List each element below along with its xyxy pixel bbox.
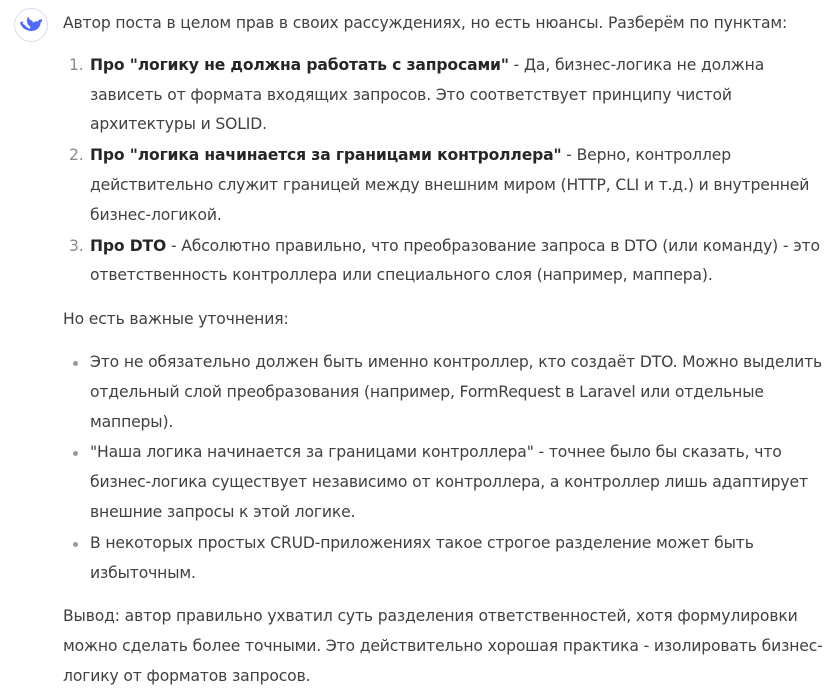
item-title: Про "логика начинается за границами контроллера" [90,146,562,165]
list-item [63,51,823,140]
bullet-dot-icon [73,542,78,547]
list-item [63,529,823,589]
item-title: Про "логику не должна работать с запросами" [90,55,509,74]
list-number: 3. [69,236,84,255]
numbered-list [63,51,823,291]
clipped-next-line [63,630,283,640]
bullet-text: Это не обязательно должен быть именно контроллер, кто создаёт DTO. Можно выделить отдельный слой преобразования (например, FormRequest в Laravel или отдельные мапперы). [90,352,823,431]
conclusion-paragraph: Вывод: автор правильно ухватил суть разделения ответственностей, хотя формулировки можно сделать более точными. Это действительно хорошая практика - изолировать бизнес-логику от форматов запросов. [63,607,823,685]
bullet-dot-icon [73,361,78,366]
clarify-heading: Но есть важные уточнения: [63,310,289,329]
item-title: Про DTO [90,236,167,255]
bullet-text: "Наша логика начинается за границами контроллера" - точнее было бы сказать, что бизнес-логика существует независимо от контроллера, а контроллер лишь адаптирует внешние запросы к этой логике. [90,443,808,521]
message-body [63,9,823,692]
bullet-text: В некоторых простых CRUD-приложениях такое строгое разделение может быть избыточным. [90,533,754,582]
item-text: - Да, бизнес-логика не должна зависеть от формата входящих запросов. Это соответствует принципу чистой архитектуры и SOLID. [90,55,765,134]
bullet-dot-icon [73,451,78,456]
list-number: 2. [69,146,84,165]
bullet-list [63,348,823,588]
list-number: 1. [69,55,84,74]
list-item [63,232,823,292]
item-text: - Верно, контроллер действительно служит границей между внешним миром (HTTP, CLI и т.д.) и внутренней бизнес-логикой. [90,146,810,224]
whale-logo-icon [20,14,42,36]
list-item [63,438,823,527]
list-item [63,348,823,437]
assistant-avatar [14,8,48,42]
intro-paragraph: Автор поста в целом прав в своих рассуждениях, но есть нюансы. Разберём по пунктам: [63,14,788,32]
item-text: - Абсолютно правильно, что преобразование запроса в DTO (или команду) - это ответственность контроллера или специального слоя (например, маппера). [90,236,820,285]
list-item [63,141,823,230]
